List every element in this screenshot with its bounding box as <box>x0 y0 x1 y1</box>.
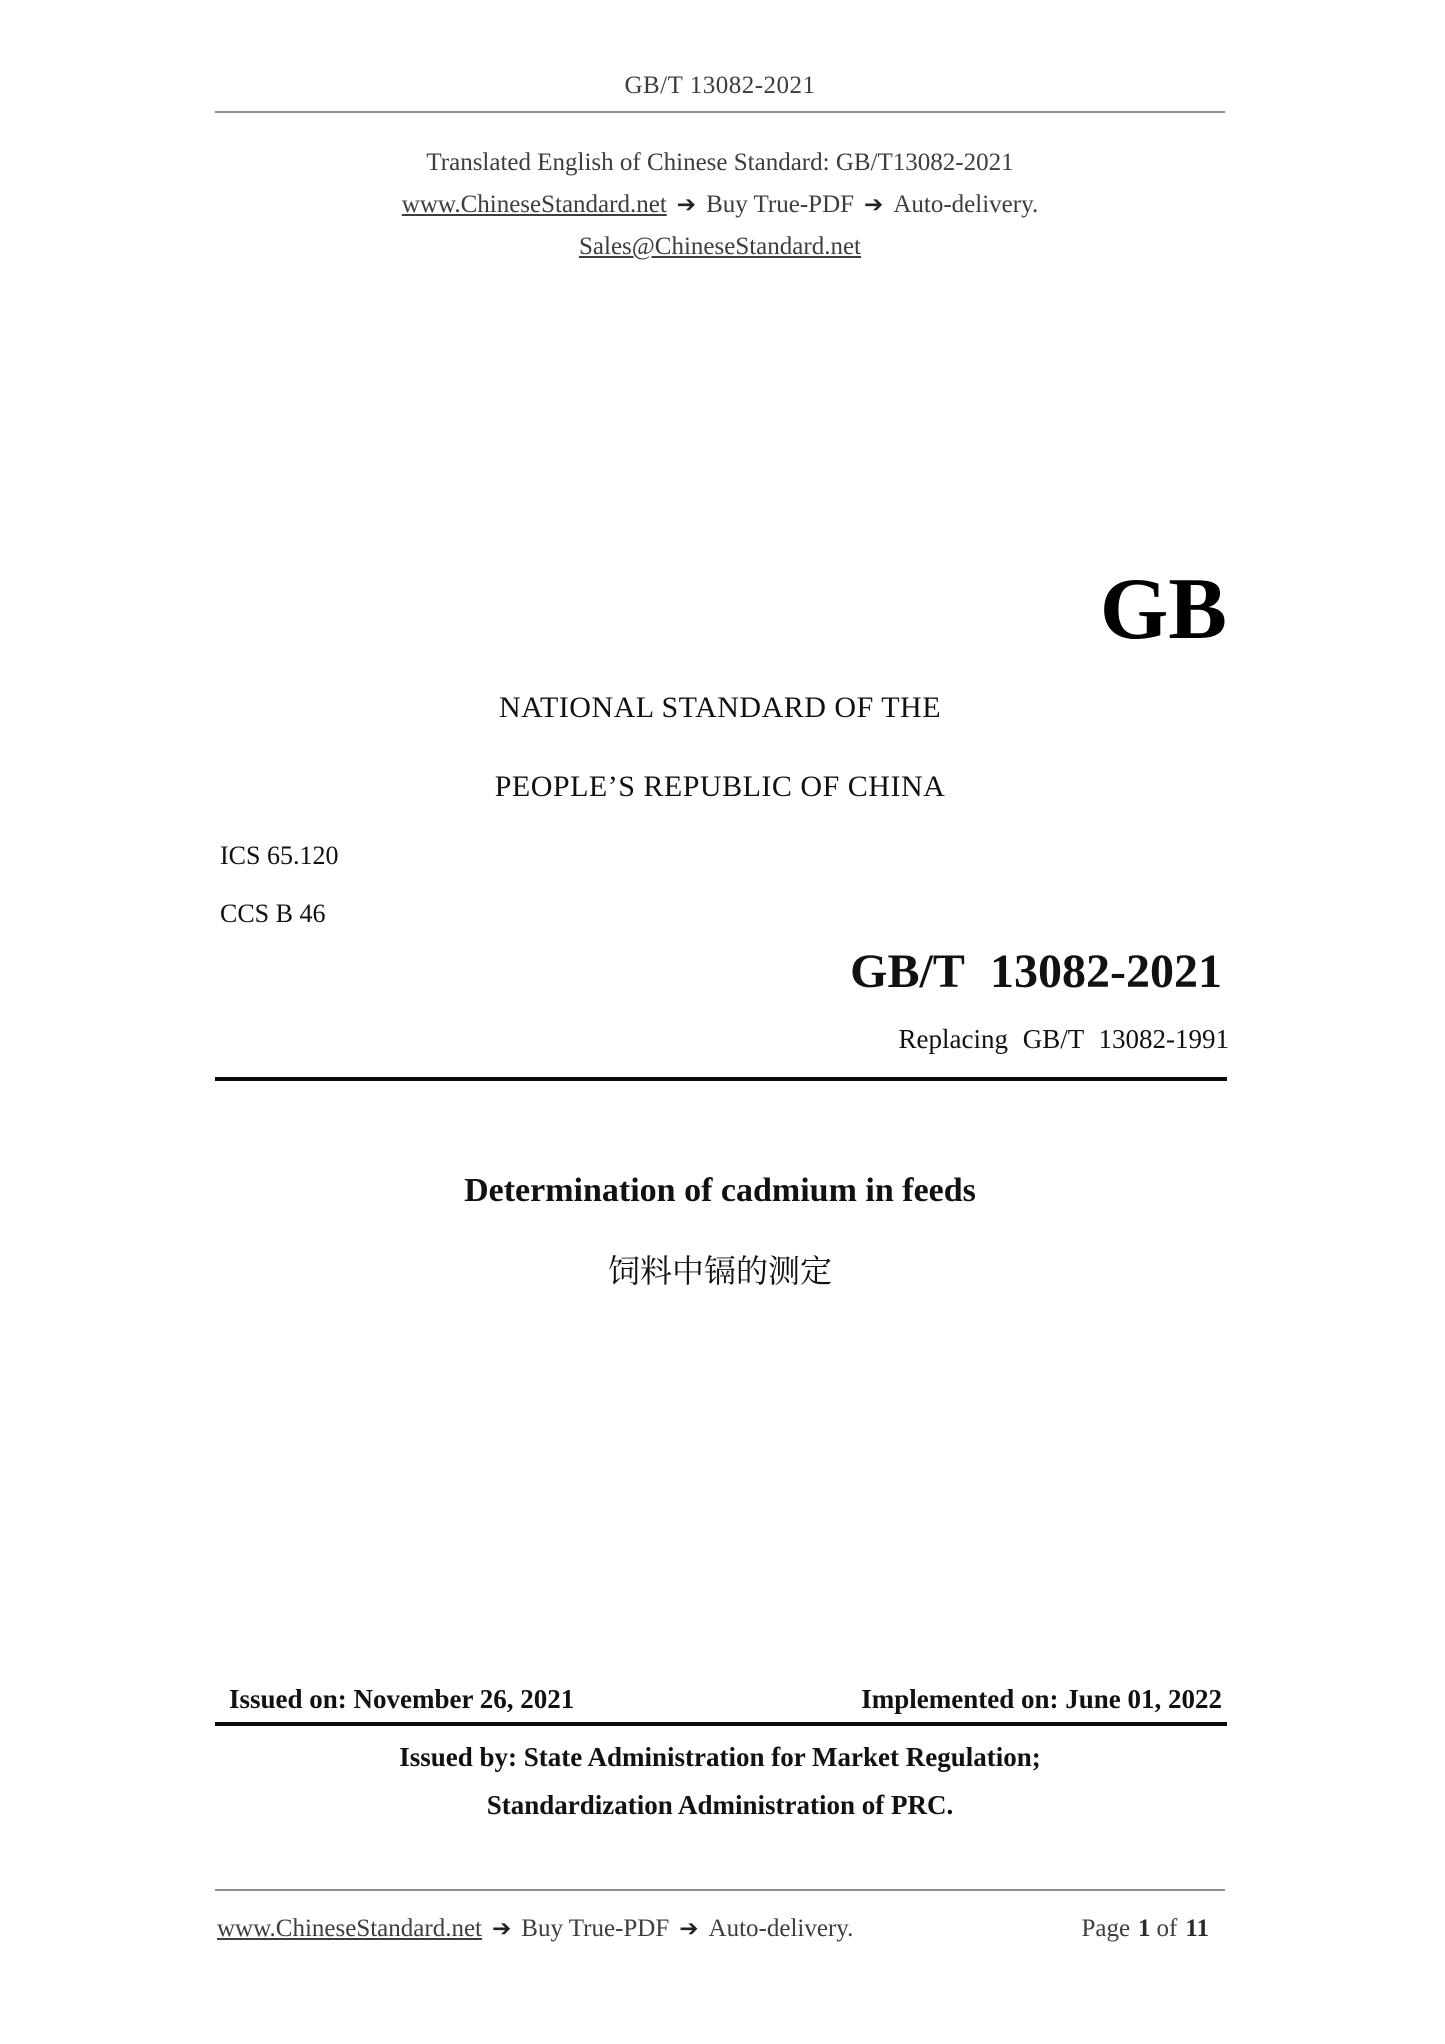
right-arrow-icon: ➔ <box>676 192 697 218</box>
issued-by-line: Issued by: State Administration for Market Regulation; <box>399 1742 1041 1772</box>
intro-nav-line <box>215 191 1225 219</box>
issued-date: Issued on: November 26, 2021 <box>229 1684 575 1714</box>
website-link[interactable]: www.ChineseStandard.net <box>401 191 667 218</box>
page-current: 1 <box>1138 1915 1151 1942</box>
sales-email-link[interactable]: Sales@ChineseStandard.net <box>579 233 861 260</box>
footer-nav-line <box>217 1915 853 1943</box>
running-header-doc-code: GB/T 13082-2021 <box>624 72 816 99</box>
page-total: 11 <box>1185 1915 1209 1942</box>
website-link[interactable]: www.ChineseStandard.net <box>217 1915 482 1942</box>
standard-code: GB/T 13082-2021 <box>850 945 1222 998</box>
page-of-label: of <box>1156 1915 1178 1942</box>
right-arrow-icon: ➔ <box>864 192 884 218</box>
intro-email-line <box>215 233 1225 261</box>
auto-delivery-label: Auto-delivery. <box>708 1915 854 1942</box>
dates-rule <box>215 1722 1227 1726</box>
national-standard-heading-line2: PEOPLE’S REPUBLIC OF CHINA <box>494 770 946 803</box>
national-standard-heading-line1: NATIONAL STANDARD OF THE <box>498 691 942 724</box>
ccs-code: CCS B 46 <box>220 899 326 928</box>
right-arrow-icon: ➔ <box>679 1916 699 1942</box>
right-arrow-icon: ➔ <box>492 1916 512 1942</box>
dates-row <box>215 1684 1222 1715</box>
footer-divider-rule <box>215 1889 1225 1891</box>
page-label: Page <box>1081 1915 1131 1942</box>
code-block-rule <box>215 1077 1227 1081</box>
standardization-admin-line: Standardization Administration of PRC. <box>486 1790 954 1820</box>
implemented-date: Implemented on: June 01, 2022 <box>861 1684 1222 1714</box>
translated-standard-line: Translated English of Chinese Standard: GB/T13082-2021 <box>426 149 1014 176</box>
standard-title-english: Determination of cadmium in feeds <box>464 1172 976 1209</box>
ics-code: ICS 65.120 <box>220 841 339 870</box>
buy-true-pdf-label: Buy True-PDF <box>521 1915 670 1942</box>
header-divider-rule <box>215 111 1225 113</box>
page-number <box>1081 1915 1215 1943</box>
standard-title-chinese: 饲料中镉的测定 <box>607 1253 832 1289</box>
auto-delivery-label: Auto-delivery. <box>893 191 1039 218</box>
footer-row <box>217 1915 1215 1943</box>
buy-true-pdf-label: Buy True-PDF <box>706 191 855 218</box>
replacing-note: Replacing GB/T 13082-1991 <box>898 1024 1229 1054</box>
gb-logo: GB <box>1099 561 1227 658</box>
